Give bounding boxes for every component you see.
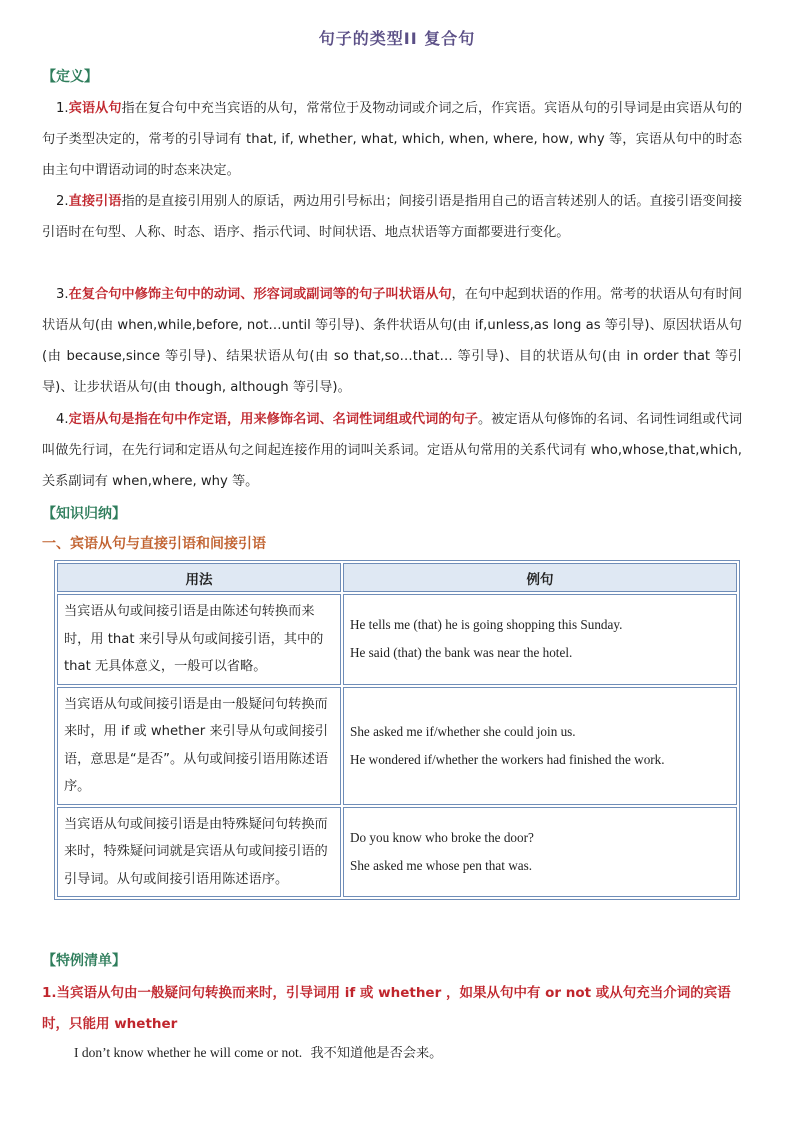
special-cases-header: 【特例清单】: [42, 953, 126, 969]
usage-cell: 当宾语从句或间接引语是由特殊疑问句转换而来时，特殊疑问词就是宾语从句或间接引语的引导词。从句或间接引语用陈述语序。: [57, 807, 341, 898]
item-highlight: 宾语从句: [68, 101, 122, 116]
example-cell: [343, 594, 737, 685]
example-sentence: He said (that) the bank was near the hotel.: [350, 645, 573, 661]
definition-item-4: [42, 404, 742, 497]
example-sentence: She asked me whose pen that was.: [350, 857, 533, 873]
special-example: [74, 1041, 442, 1066]
example-sentence: He wondered if/whether the workers had finished the work.: [350, 751, 665, 767]
item-highlight: 定语从句是指在句中作定语，用来修饰名词、名词性词组或代词的句子: [68, 412, 478, 427]
item-number: 1.: [56, 101, 69, 116]
column-header-example: 例句: [343, 563, 737, 592]
column-header-usage: 用法: [57, 563, 341, 592]
special-rule: 1.当宾语从句由一般疑问句转换而来时，引导词用 if 或 whether ，如果从句中有 or not 或从句充当介词的宾语时，只能用 whether: [42, 985, 731, 1032]
usage-cell: 当宾语从句或间接引语是由一般疑问句转换而来时，用 if 或 whether 来引导从句或间接引语，意思是“是否”。从句或间接引语用陈述语序。: [57, 687, 341, 805]
example-cell: [343, 687, 737, 805]
usage-table: [54, 560, 740, 900]
definition-item-3: [42, 279, 742, 403]
page-title: 句子的类型II 复合句: [318, 29, 476, 48]
item-number: 4.: [56, 412, 69, 427]
knowledge-subheader: 一、宾语从句与直接引语和间接引语: [42, 536, 266, 552]
example-sentence: She asked me if/whether she could join us.: [350, 723, 576, 739]
knowledge-header: 【知识归纳】: [42, 506, 126, 522]
item-highlight: 在复合句中修饰主句中的动词、形容词或副词等的句子叫状语从句: [68, 287, 452, 302]
item-highlight: 直接引语: [68, 194, 122, 209]
example-chinese: 我不知道他是否会来。: [310, 1046, 443, 1061]
table-row: [57, 594, 737, 685]
usage-cell: 当宾语从句或间接引语是由陈述句转换而来时，用 that 来引导从句或间接引语，其中的 that 无具体意义，一般可以省略。: [57, 594, 341, 685]
example-sentence: He tells me (that) he is going shopping this Sunday.: [350, 617, 623, 633]
example-cell: [343, 807, 737, 898]
item-number: 2.: [56, 194, 69, 209]
definition-item-1: [42, 93, 742, 186]
item-text: 指在复合句中充当宾语的从句，常常位于及物动词或介词之后，作宾语。宾语从句的引导词是由宾语从句的句子类型决定的，常考的引导词有 that, if, whether, what, which, when, where, how, why 等，宾语从句中的时态由主句中谓语动词的时态来决定。: [42, 101, 743, 178]
item-text: ，在句中起到状语的作用。常考的状语从句有时间状语从句(由 when,while,before, not…until 等引导)、条件状语从句(由 if,unless,as long as 等引导)、原因状语从句(由 because,since 等引导)、结果状语从句(由 so that,so…that… 等引导)、目的状语从句(由 in order that 等引导)、让步状语从句(由 though, although 等引导)。: [42, 287, 743, 395]
definition-header: 【定义】: [42, 69, 98, 85]
item-number: 3.: [56, 287, 69, 302]
item-text: 指的是直接引用别人的原话，两边用引号标出；间接引语是指用自己的语言转述别人的话。直接引语变间接引语时在句型、人称、时态、语序、指示代词、时间状语、地点状语等方面都要进行变化。: [42, 194, 743, 240]
table-header-row: [57, 563, 737, 592]
table-row: [57, 687, 737, 805]
table-row: [57, 807, 737, 898]
example-sentence: Do you know who broke the door?: [350, 829, 534, 845]
definition-item-2: [42, 186, 742, 248]
item-text: 。被定语从句修饰的名词、名词性词组或代词叫做先行词，在先行词和定语从句之间起连接作用的词叫关系词。定语从句常用的关系代词有 who,whose,that,which, 关系副词有 when,where, why 等。: [42, 412, 743, 489]
example-english: I don’t know whether he will come or not.: [74, 1045, 303, 1060]
